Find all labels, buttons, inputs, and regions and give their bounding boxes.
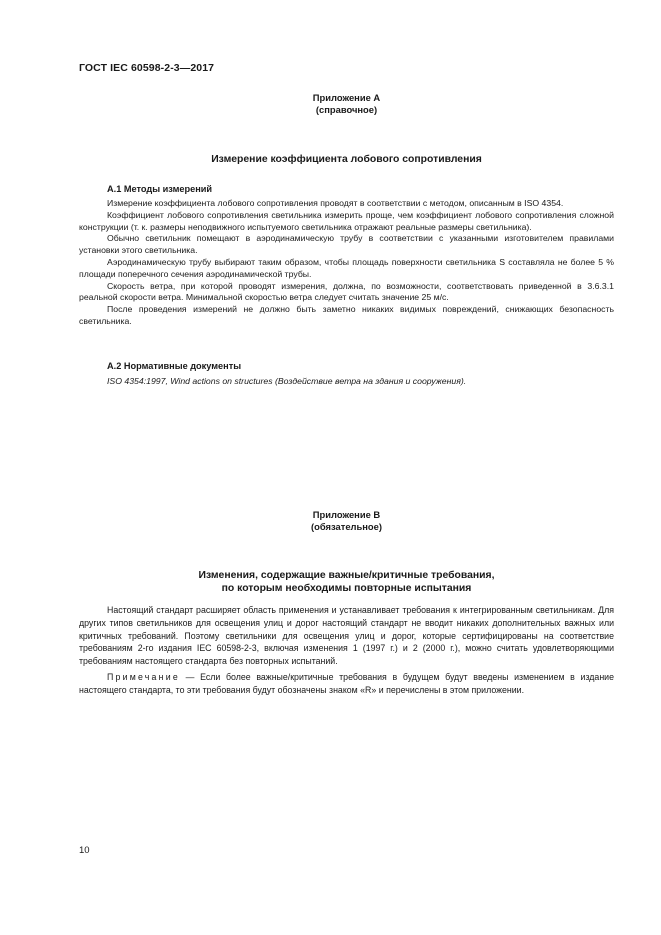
annex-b-heading [79,569,614,595]
paragraph: Измерение коэффициента лобового сопротивления проводят в соответствии с методом, описанным в ISO 4354. [107,198,564,208]
paragraph: Скорость ветра, при которой проводят измерения, должна, по возможности, соответствовать приведенной в 3.6.3.1 реальной скорости ветра. Минимальной скоростью ветра следует считать значение 25 м/с. [79,280,614,303]
annex-b-title-block [79,509,614,533]
section-a1-title: А.1 Методы измерений [107,184,213,194]
annex-a-status: (справочное) [315,104,378,116]
annex-b-heading-line1: Изменения, содержащие важные/критичные требования, [198,570,495,581]
page-number: 10 [79,845,90,856]
section-a2-title: А.2 Нормативные документы [107,361,242,371]
annex-b-body [79,604,614,700]
annex-b-status: (обязательное) [311,521,382,533]
note-label: Примечание [107,671,180,682]
annex-a-title-block [79,92,614,116]
annex-a-heading: Измерение коэффициента лобового сопротивления [211,154,482,165]
paragraph: Аэродинамическую трубу выбирают таким образом, чтобы площадь поверхности светильника S составляла не более 5 % площади поперечного сечения аэродинамической трубы. [79,256,614,279]
annex-b-title: Приложение В [312,509,381,520]
annex-a-title: Приложение А [312,92,381,103]
paragraph: Обычно светильник помещают в аэродинамическую трубу в соответствии с указанными изготовителем правилами установки этого светильника. [79,233,614,256]
document-header: ГОСТ IEC 60598-2-3—2017 [79,62,215,74]
note-text: — Если более важные/критичные требования в будущем будут введены изменением в издание настоящего стандарта, то эти требования будут обозначены знаком «R» и перечислены в этом приложении. [79,671,614,695]
section-a1-body [79,198,614,328]
note [79,671,614,697]
normative-reference: ISO 4354:1997, Wind actions on structures (Воздействие ветра на здания и сооружения). [107,376,467,386]
paragraph: После проведения измерений не должно быть заметно никаких видимых повреждений, снижающих безопасность светильника. [79,304,614,326]
annex-b-heading-line2: по которым необходимы повторные испытания [221,583,472,594]
paragraph: Настоящий стандарт расширяет область применения и устанавливает требования к интегрированным светильникам. Для других типов светильников для освещения улиц и дорог настоящий стандарт не вводит никаких дополнительных важных или критичных требований. Поэтому светильники для освещения улиц и дорог, которые сертифицированы на соответствие требованиям 2-го издания IEC 60598-2-3, включая изменения 1 (1997 г.) и 2 (2000 г.), можно считать удовлетворяющими требованиям настоящего стандарта без повторных испытаний. [79,605,614,667]
paragraph: Коэффициент лобового сопротивления светильника измерить проще, чем коэффициент лобового сопротивления сложной конструкции (т. к. размеры неподвижного испытуемого светильника отражают реальные размеры светильника). [79,209,614,232]
